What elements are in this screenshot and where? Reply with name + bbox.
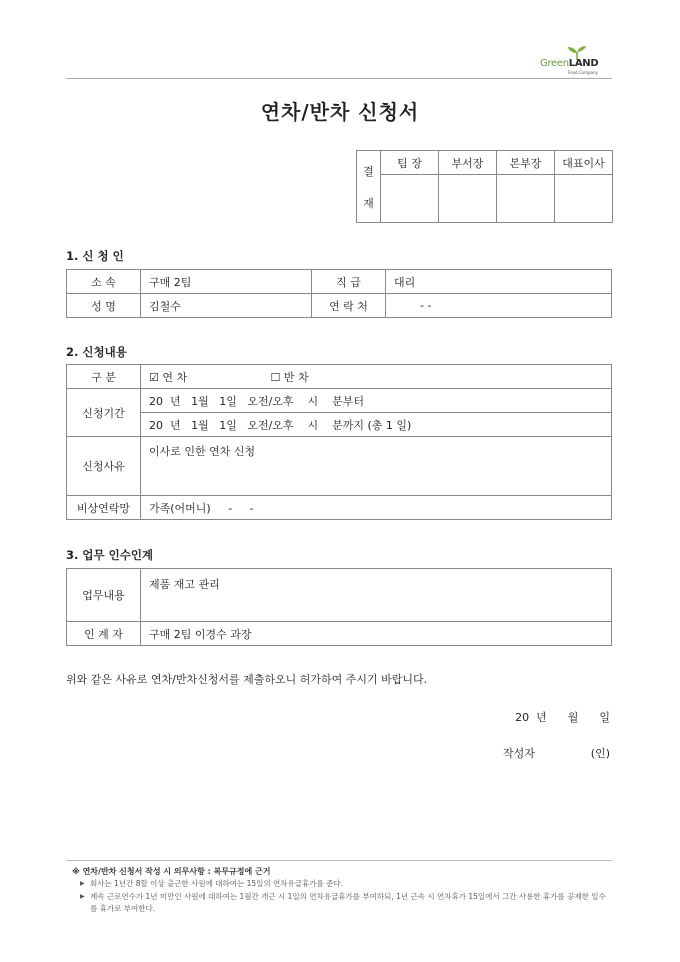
section1-heading: 1. 신 청 인 [66, 249, 124, 263]
approval-label-top: 결 [363, 164, 374, 178]
approval-sign-ceo[interactable] [555, 175, 613, 223]
logo-green-text: Green [540, 58, 569, 69]
logo-land-text: LAND [568, 58, 599, 69]
note-item-1 [80, 878, 610, 890]
approval-header-team: 팀 장 [381, 151, 439, 175]
header-divider [66, 78, 612, 79]
name-value[interactable]: 김철수 [141, 294, 312, 318]
request-table [66, 364, 612, 520]
approval-label [357, 151, 381, 223]
approval-header-dept: 부서장 [439, 151, 497, 175]
rank-value[interactable]: 대리 [386, 270, 612, 294]
annual-leave-checkbox[interactable]: ☑ 연 차 [149, 370, 188, 384]
page-title: 연차/반차 신청서 [260, 100, 420, 124]
contact-label: 연 락 처 [312, 294, 386, 318]
notes-divider [66, 860, 612, 861]
approval-sign-team[interactable] [381, 175, 439, 223]
section2-heading: 2. 신청내용 [66, 345, 127, 359]
date-line[interactable]: 20 년 월 일 [515, 711, 610, 724]
author-line[interactable]: 작성자 (인) [502, 747, 610, 760]
emergency-value[interactable]: 가족(어머니) - - [141, 496, 612, 520]
notes-title: ※ 연차/반차 신청서 작성 시 의무사항 : 복무규정에 근거 [72, 867, 271, 876]
name-label: 성 명 [67, 294, 141, 318]
contact-value[interactable]: - - [386, 294, 612, 318]
note-item-2-text: 계속 근로연수가 1년 미만인 사원에 대하여는 1월간 개근 시 1일의 연차유급휴가를 부여하되, 1년 근속 시 연차휴가 15일에서 그간 사용한 휴가를 공제한 일수를 휴가로 부여한다. [90, 892, 606, 913]
approval-header-ceo: 대표이사 [555, 151, 613, 175]
type-label: 구 분 [67, 365, 141, 389]
work-value[interactable]: 제품 재고 관리 [141, 569, 612, 622]
approval-sign-hq[interactable] [497, 175, 555, 223]
company-logo [540, 46, 610, 74]
section3-heading: 3. 업무 인수인계 [66, 548, 154, 562]
period-label: 신청기간 [67, 389, 141, 437]
dept-value[interactable]: 구매 2팀 [141, 270, 312, 294]
handover-label: 인 계 자 [67, 622, 141, 646]
bullet-icon: ▶ [80, 893, 85, 900]
work-label: 업무내용 [67, 569, 141, 622]
note-item-1-text: 회사는 1년간 8할 이상 출근한 사원에 대하여는 15일의 연차유급휴가를 준다. [90, 879, 344, 888]
rank-label: 직 급 [312, 270, 386, 294]
type-options [141, 365, 612, 389]
emergency-label: 비상연락망 [67, 496, 141, 520]
period-to[interactable]: 20 년 1월 1일 오전/오후 시 분까지 (총 1 일) [141, 413, 612, 437]
approval-label-bottom: 재 [363, 196, 374, 210]
approval-sign-dept[interactable] [439, 175, 497, 223]
dept-label: 소 속 [67, 270, 141, 294]
applicant-table [66, 269, 612, 318]
note-item-2 [80, 891, 610, 915]
handover-table [66, 568, 612, 646]
handover-value[interactable]: 구매 2팀 이경수 과장 [141, 622, 612, 646]
half-day-checkbox[interactable]: ☐ 반 차 [270, 370, 309, 384]
approval-table [356, 150, 613, 223]
logo-subtitle: Food Company [568, 70, 598, 75]
statement-text: 위와 같은 사유로 연차/반차신청서를 제출하오니 허가하여 주시기 바랍니다. [66, 673, 428, 686]
period-from[interactable]: 20 년 1월 1일 오전/오후 시 분부터 [141, 389, 612, 413]
approval-header-hq: 본부장 [497, 151, 555, 175]
reason-label: 신청사유 [67, 437, 141, 496]
bullet-icon: ▶ [80, 880, 85, 887]
reason-value[interactable]: 이사로 인한 연차 신청 [141, 437, 612, 496]
